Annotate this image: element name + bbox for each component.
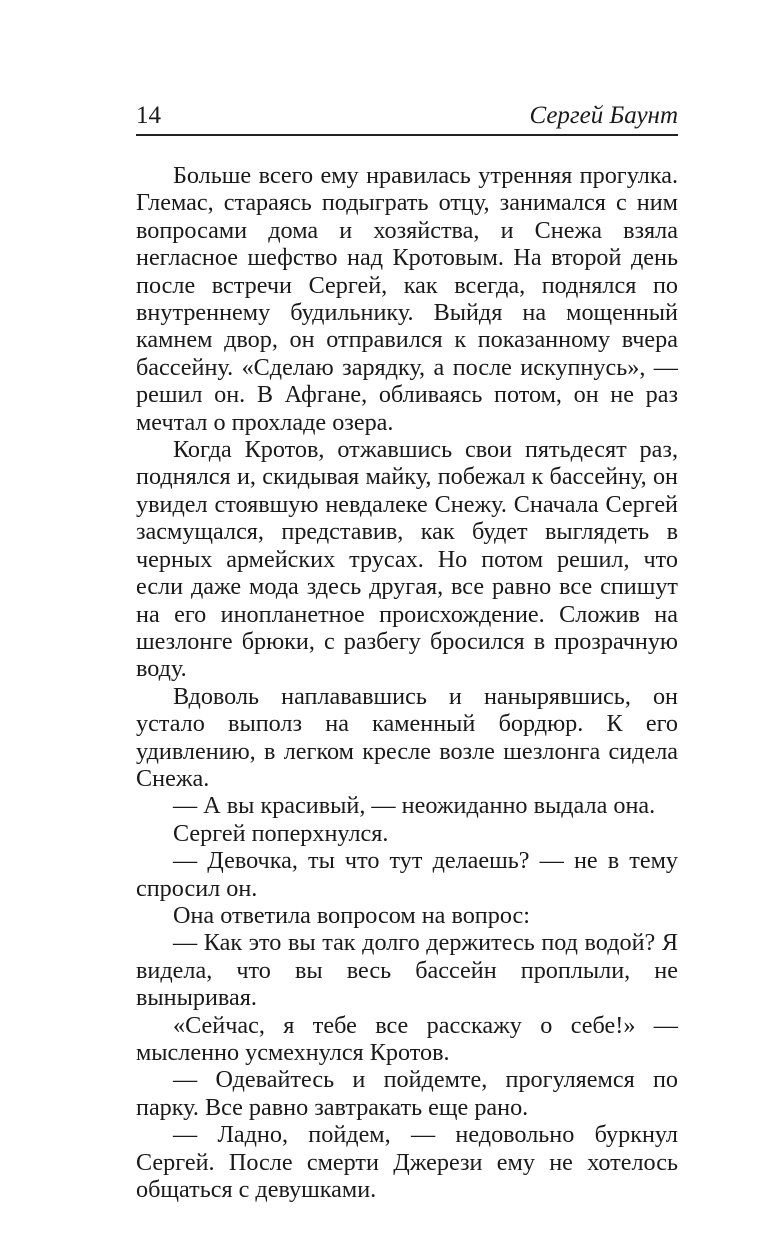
paragraph: Вдоволь наплававшись и нанырявшись, он устало выполз на каменный бордюр. К его удивлению, в легком кресле возле шезлонга сидела Снежа. bbox=[136, 682, 678, 792]
paragraph: — Девочка, ты что тут делаешь? — не в тему спросил он. bbox=[136, 847, 678, 902]
book-page bbox=[136, 100, 678, 1203]
paragraph: — Как это вы так долго держитесь под водой? Я видела, что вы весь бассейн проплыли, не выныривая. bbox=[136, 929, 678, 1012]
paragraph: Больше всего ему нравилась утренняя прогулка. Глемас, стараясь подыграть отцу, занимался с ним вопросами дома и хозяйства, и Снежа взяла негласное шефство над Кротовым. На второй день после встречи Сергей, как всегда, поднялся по внутреннему будильнику. Выйдя на мощенный камнем двор, он отправился к показанному вчера бассейну. «Сделаю зарядку, а после искупнусь», — решил он. В Афгане, обливаясь потом, он не раз мечтал о прохладе озера. bbox=[136, 162, 678, 436]
running-title: Сергей Баунт bbox=[529, 102, 678, 129]
paragraph: — А вы красивый, — неожиданно выдала она. bbox=[173, 792, 656, 820]
paragraph: «Сейчас, я тебе все расскажу о себе!» — мысленно усмехнулся Кротов. bbox=[136, 1011, 678, 1066]
page-number: 14 bbox=[136, 102, 161, 129]
paragraph: Она ответила вопросом на вопрос: bbox=[173, 901, 530, 929]
paragraph: Когда Кротов, отжавшись свои пятьдесят раз, поднялся и, скидывая майку, побежал к бассейну, он увидел стоявшую невдалеке Снежу. Сначала Сергей засмущался, представив, как будет выглядеть в черных армейских трусах. Но потом решил, что если даже мода здесь другая, все равно все спишут на его инопланетное происхождение. Сложив на шезлонге брюки, с разбегу бросился в прозрачную воду. bbox=[136, 436, 678, 683]
paragraph: — Одевайтесь и пойдемте, прогуляемся по парку. Все равно завтракать еще рано. bbox=[136, 1066, 678, 1121]
body-text bbox=[136, 162, 678, 1203]
page-header bbox=[136, 100, 678, 136]
paragraph: — Ладно, пойдем, — недовольно буркнул Сергей. После смерти Джерези ему не хотелось общаться с девушками. bbox=[136, 1121, 678, 1204]
paragraph: Сергей поперхнулся. bbox=[173, 819, 389, 847]
